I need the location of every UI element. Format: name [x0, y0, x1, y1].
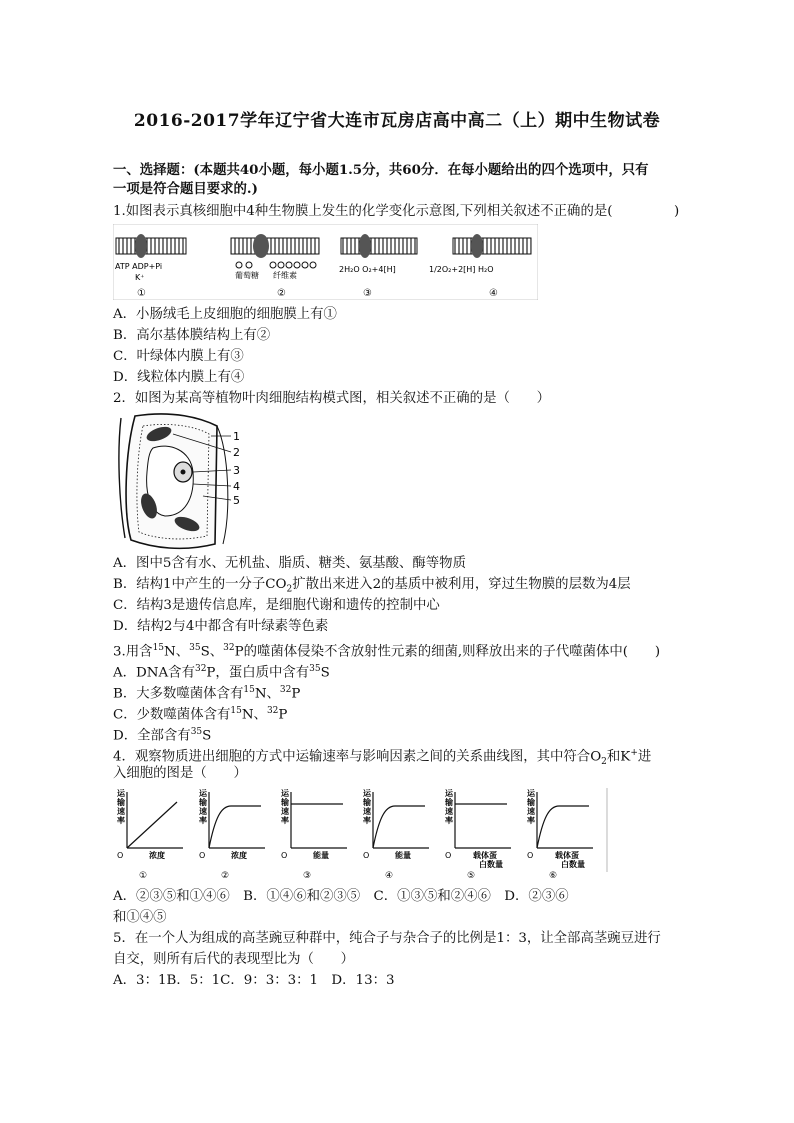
- q2-label-5: 5: [233, 494, 240, 507]
- q4-stem-b: 和K: [606, 749, 631, 765]
- q1-option-d: D．线粒体内膜上有④: [113, 370, 245, 385]
- q1-membrane-figure: [113, 224, 538, 304]
- q3-stem-c: S、: [200, 644, 224, 660]
- q4-curve: [209, 806, 261, 848]
- q4-graph-num: ⑤: [467, 871, 476, 881]
- q1-m1-k: K⁺: [135, 273, 145, 282]
- q4-graphs-figure: [113, 786, 609, 886]
- q3-b-c: P: [291, 686, 301, 702]
- q4-ylabel: 运输速率: [199, 789, 207, 825]
- q2-label-1: 1: [233, 430, 240, 443]
- q2-option-c: C．结构3是遗传信息库，是细胞代谢和遗传的控制中心: [113, 598, 440, 613]
- q3-a-b: P，蛋白质中含有: [206, 665, 310, 681]
- q1-m2-glucose: 葡萄糖: [235, 271, 259, 280]
- q3-option-a: [113, 660, 330, 682]
- q3-c-c: P: [278, 707, 288, 723]
- q4-origin: O: [199, 851, 206, 860]
- q4-graph-6: [526, 788, 593, 881]
- q2-option-b-pre: B．结构1中产生的一分子CO: [113, 577, 287, 592]
- q1-paren-close: ): [674, 204, 680, 219]
- section-heading-line2: 一项是符合题目要求的.): [113, 181, 258, 197]
- q4-xlabel: 能量: [313, 851, 329, 860]
- q4-xlabel: 浓度: [231, 851, 247, 860]
- q4-curve: [537, 806, 589, 848]
- q4-graph-num: ①: [139, 871, 148, 881]
- q3-option-c: [113, 702, 287, 724]
- q4-graph-5: [444, 788, 511, 881]
- q4-stem-line2: 入细胞的图是（ ）: [113, 766, 247, 781]
- q3-b-a: B．大多数噬菌体含有: [113, 686, 244, 702]
- q2-stem: 2．如图为某高等植物叶肉细胞结构模式图，相关叙述不正确的是（ ）: [113, 391, 551, 406]
- q2-option-a: A．图中5含有水、无机盐、脂质、糖类、氨基酸、酶等物质: [113, 556, 466, 571]
- q3-option-d: [113, 723, 211, 745]
- q4-ylabel: 运输速率: [281, 789, 289, 825]
- q4-graph-3: [280, 788, 347, 881]
- q1-stem: 1.如图表示真核细胞中4种生物膜上发生的化学变化示意图,下列相关叙述不正确的是(: [113, 204, 613, 219]
- q1-option-b: B．高尔基体膜结构上有②: [113, 328, 271, 343]
- q4-origin: O: [445, 851, 452, 860]
- q3-stem-sup2: 35: [189, 643, 201, 653]
- q5-stem-line2: 自交，则所有后代的表现型比为（ ）: [113, 952, 355, 967]
- q3-d-b: S: [202, 728, 212, 744]
- q3-option-b: [113, 681, 300, 703]
- q4-xlabel: 载体蛋白数量: [473, 851, 503, 869]
- q3-a-sup2: 35: [309, 664, 321, 674]
- q4-ylabel: 运输速率: [445, 789, 453, 825]
- q4-graph-2: [198, 788, 265, 881]
- q2-option-b: [113, 576, 631, 599]
- q2-option-d: D．结构2与4中都含有叶绿素等色素: [113, 619, 329, 634]
- q1-num-2: ②: [277, 288, 286, 299]
- q4-graph-num: ⑥: [549, 871, 558, 881]
- q4-stem-a: 4．观察物质进出细胞的方式中运输速率与影响因素之间的关系曲线图，其中符合O: [113, 749, 602, 765]
- q1-m2-cellulose: 纤维素: [273, 271, 297, 280]
- section-heading-line1: 一、选择题：(本题共40小题，每小题1.5分，共60分．在每小题给出的四个选项中，只有: [113, 162, 649, 178]
- q3-c-sup1: 15: [230, 706, 242, 716]
- q4-stem-sup: +: [630, 748, 638, 758]
- q3-b-b: N、: [254, 686, 280, 702]
- q1-num-3: ③: [363, 288, 372, 299]
- q4-graph-num: ④: [385, 871, 394, 881]
- q4-xlabel: 浓度: [149, 851, 165, 860]
- q4-options-line1: A．②③⑤和①④⑥ B．①④⑥和②③⑤ C．①③⑤和②④⑥ D．②③⑥: [113, 889, 569, 904]
- q3-stem-d: P的噬菌体侵染不含放射性元素的细菌,则释放出来的子代噬菌体中( ): [234, 644, 661, 660]
- q3-a-a: A．DNA含有: [113, 665, 195, 681]
- q3-d-sup1: 35: [190, 727, 203, 737]
- q4-stem-sub: 2: [601, 757, 607, 768]
- q5-stem-line1: 5．在一个人为组成的高茎豌豆种群中，纯合子与杂合子的比例是1：3，让全部高茎豌豆进行: [113, 931, 661, 946]
- q4-xlabel: 载体蛋白数量: [555, 851, 585, 869]
- q2-label-4: 4: [233, 480, 240, 493]
- q4-graph-1: [116, 788, 183, 881]
- q1-option-a: A．小肠绒毛上皮细胞的细胞膜上有①: [113, 307, 337, 322]
- q3-c-a: C．少数噬菌体含有: [113, 707, 231, 723]
- q1-m4-label: 1/2O₂+2[H] H₂O: [429, 265, 494, 274]
- q2-label-3: 3: [233, 464, 240, 477]
- q2-cell-figure: [113, 412, 245, 554]
- q1-option-c: C．叶绿体内膜上有③: [113, 349, 244, 364]
- q4-ylabel: 运输速率: [527, 789, 535, 825]
- q3-a-sup1: 32: [194, 664, 207, 674]
- q2-option-b-post: 扩散出来进入2的基质中被利用，穿过生物膜的层数为4层: [292, 577, 631, 592]
- q4-graph-num: ③: [303, 871, 312, 881]
- q3-stem-b: N、: [164, 644, 190, 660]
- q2-label-2: 2: [233, 446, 240, 459]
- q5-options: A．3：1B．5：1C．9：3：3：1 D．13：3: [113, 973, 395, 988]
- q4-origin: O: [281, 851, 288, 860]
- q4-curve: [127, 802, 177, 848]
- q3-stem: [113, 639, 660, 661]
- q3-c-sup2: 32: [266, 706, 279, 716]
- q3-c-b: N、: [241, 707, 267, 723]
- q4-xlabel: 能量: [395, 851, 411, 860]
- q3-b-sup2: 32: [279, 685, 292, 695]
- q4-ylabel: 运输速率: [117, 789, 125, 825]
- q3-stem-sup3: 32: [223, 643, 235, 653]
- q1-m3-label: 2H₂O O₂+4[H]: [339, 265, 396, 274]
- q4-origin: O: [363, 851, 370, 860]
- q2-option-b-sub: 2: [286, 584, 293, 595]
- q4-origin: O: [527, 851, 534, 860]
- q3-d-a: D．全部含有: [113, 728, 191, 744]
- q4-ylabel: 运输速率: [363, 789, 371, 825]
- q4-curve: [373, 806, 425, 848]
- exam-title: 2016-2017学年辽宁省大连市瓦房店高中高二（上）期中生物试卷: [133, 111, 661, 131]
- q4-graph-4: [362, 788, 429, 881]
- q1-m1-label: ATP ADP+Pi: [115, 262, 163, 271]
- q1-num-1: ①: [137, 288, 146, 299]
- q3-a-c: S: [320, 665, 330, 681]
- q3-stem-sup1: 15: [152, 643, 165, 653]
- q1-num-4: ④: [489, 288, 498, 299]
- q3-stem-a: 3.用含: [113, 644, 153, 660]
- q4-origin: O: [117, 851, 124, 860]
- q4-options-line2: 和①④⑤: [113, 910, 167, 925]
- q3-b-sup1: 15: [243, 685, 255, 695]
- q4-graph-num: ②: [221, 871, 230, 881]
- q4-stem-c: 进: [637, 749, 652, 765]
